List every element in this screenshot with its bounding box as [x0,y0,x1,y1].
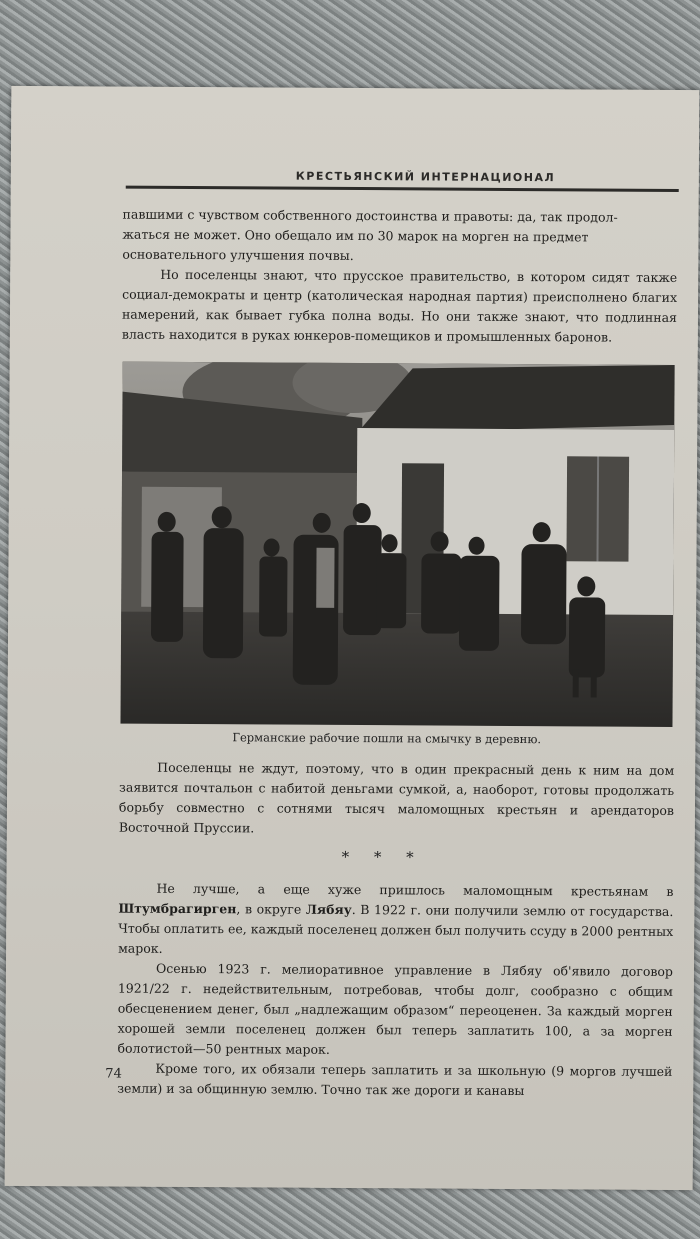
text-block-top [122,205,678,348]
text-block-middle [119,758,674,841]
header-rule [126,186,679,192]
paragraph-4-end: . В 1922 г. они получили землю от государства. Чтобы оплатить ее, каждый поселенец должен был получить ссуду в 2000 рентных марок. [118,902,674,956]
place-name-2: Лябяу [305,901,352,918]
paragraph-5: Осенью 1923 г. мелиоративное управление в Лябяу об'явило договор 1921/22 г. недействительным, потребовав, чтобы долг, сообразно с общим обесценением денег, был „надлежащим образом“ переоценен. За каждый морген хорошей земли поселенец должен был теперь заплатить 100, а за морген болотистой—50 рентных марок. [117,960,674,1057]
paragraph-6: Кроме того, их обязали теперь заплатить и за школьную (9 моргов лучшей земли) и за общинную землю. Точно так же дороги и канавы [117,1060,673,1099]
paragraph-3: Поселенцы не ждут, поэтому, что в один прекрасный день к ним на дом заявится почтальон с набитой деньгами сумкой, а, наоборот, готовы продолжать борьбу совместно с сотнями тысяч маломощных крестьян и арендаторов Восточной Пруссии. [118,759,675,836]
paragraph-1-line-1: павшими с чувством собственного достоинства и правоты: да, так продол- [122,206,618,225]
paragraph-2: Но поселенцы знают, что прусское правительство, в котором сидят также социал-демократы и центр (католическая народная партия) преисполнено благих намерений, как бывает губка полна воды. Но они также знают, что подлинная власть находится в руках юнкеров-помещиков и промышленных баронов. [121,266,678,345]
paragraph-4-mid: , в округе [236,901,306,917]
paragraph-4-start: Не лучше, а еще хуже пришлось маломощным крестьянам в [156,880,674,899]
page-number: 74 [105,1066,122,1082]
running-head: КРЕСТЬЯНСКИЙ ИНТЕРНАЦИОНАЛ [295,169,556,185]
section-separator: * * * [341,847,424,867]
paragraph-4 [118,879,673,962]
paragraph-1-line-3: основательного улучшения почвы. [122,246,354,264]
text-block-bottom [117,879,673,1102]
village-photo [120,362,674,727]
village-photo-image [120,362,674,727]
photo-caption: Германские рабочие пошли на смычку в деревню. [232,730,542,747]
place-name-1: Штумбрагирген [118,900,237,917]
book-page [5,86,700,1190]
paragraph-1-line-2: жаться не может. Оно обещало им по 30 марок на морген на предмет [122,226,589,245]
